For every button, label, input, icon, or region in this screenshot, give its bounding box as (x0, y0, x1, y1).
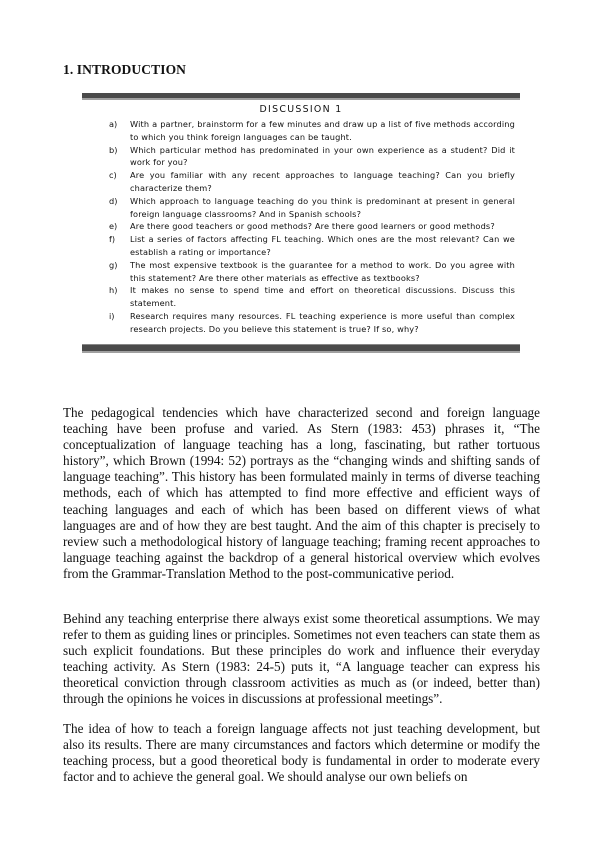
discussion-item-letter: i) (109, 310, 115, 321)
discussion-item (82, 220, 520, 233)
discussion-item-letter: f) (109, 234, 116, 245)
discussion-item (82, 118, 520, 144)
discussion-item-text: Which approach to language teaching do you think is predominant at present in general foreign language classrooms? And in Spanish schools? (130, 195, 515, 219)
discussion-item-text: List a series of factors affecting FL teaching. Which ones are the most relevant? Can we establish a rating or importance? (130, 234, 515, 257)
body-paragraph: Behind any teaching enterprise there always exist some theoretical assumptions. We may refer to them as guiding lines or principles. Sometimes not even teachers can state them as such explicit foundations. But these principles do work and influence their everyday teaching activity. As Stern (1983: 24-5) puts it, “A language teacher can express his theoretical conviction through classroom activities as much as (or indeed, better than) through the opinions he voices in discussions at professional meetings”. (63, 611, 540, 707)
discussion-title: DISCUSSION 1 (259, 104, 343, 115)
discussion-item-letter: d) (109, 195, 118, 206)
discussion-item (82, 284, 520, 310)
discussion-item-letter: g) (109, 259, 118, 270)
discussion-item-letter: c) (109, 170, 117, 181)
discussion-item-text: Are you familiar with any recent approaches to language teaching? Can you briefly characterize them? (130, 170, 515, 193)
discussion-item (82, 310, 520, 336)
discussion-item-letter: e) (109, 221, 118, 232)
discussion-top-bar (82, 93, 520, 100)
discussion-item (82, 233, 520, 259)
discussion-item-text: It makes no sense to spend time and effort on theoretical discussions. Discuss this statement. (130, 285, 515, 309)
discussion-item (82, 169, 520, 195)
discussion-box (82, 93, 520, 353)
discussion-item-letter: a) (109, 119, 118, 129)
body-paragraph: The pedagogical tendencies which have characterized second and foreign language teaching have been profuse and varied. As Stern (1983: 453) phrases it, “The conceptualization of language teaching has a long, fascinating, but rather tortuous history”, which Brown (1994: 52) portrays as the “changing winds and shifting sands of language teaching”. This history has been formulated mainly in terms of diverse teaching methods, each of which has attempted to find more effective and efficient ways of teaching languages and each of which has been based on different views of what languages are and of how they are best taught. And the aim of this chapter is precisely to review such a methodological history of language teaching; framing recent approaches to language teaching against the backdrop of a general historical overview which evolves from the Grammar-Translation Method to the post-communicative period. (63, 405, 540, 581)
discussion-item-text: The most expensive textbook is the guarantee for a method to work. Do you agree with this statement? Are there other materials as effective as textbooks? (130, 259, 515, 283)
discussion-item (82, 259, 520, 285)
discussion-list (82, 118, 520, 336)
discussion-item (82, 144, 520, 170)
discussion-item-text: With a partner, brainstorm for a few minutes and draw up a list of five methods according to which you think foreign languages can be taught. (130, 119, 515, 142)
discussion-item-text: Are there good teachers or good methods? Are there good learners or good methods? (130, 221, 495, 232)
body-paragraph: The idea of how to teach a foreign language affects not just teaching development, but also its results. There are many circumstances and factors which determine or modify the teaching process, but a good theoretical body is fundamental in order to moderate every factor and to achieve the general goal. We should analyse our own beliefs on (63, 721, 540, 785)
discussion-item-letter: b) (109, 144, 118, 155)
discussion-item-text: Research requires many resources. FL teaching experience is more useful than complex research projects. Do you believe this statement is true? If so, why? (130, 310, 515, 334)
section-title: 1. INTRODUCTION (63, 62, 187, 77)
discussion-item-text: Which particular method has predominated in your own experience as a student? Did it work for you? (130, 144, 515, 168)
discussion-bottom-bar (82, 344, 520, 353)
discussion-item-letter: h) (109, 285, 118, 296)
discussion-item (82, 195, 520, 221)
